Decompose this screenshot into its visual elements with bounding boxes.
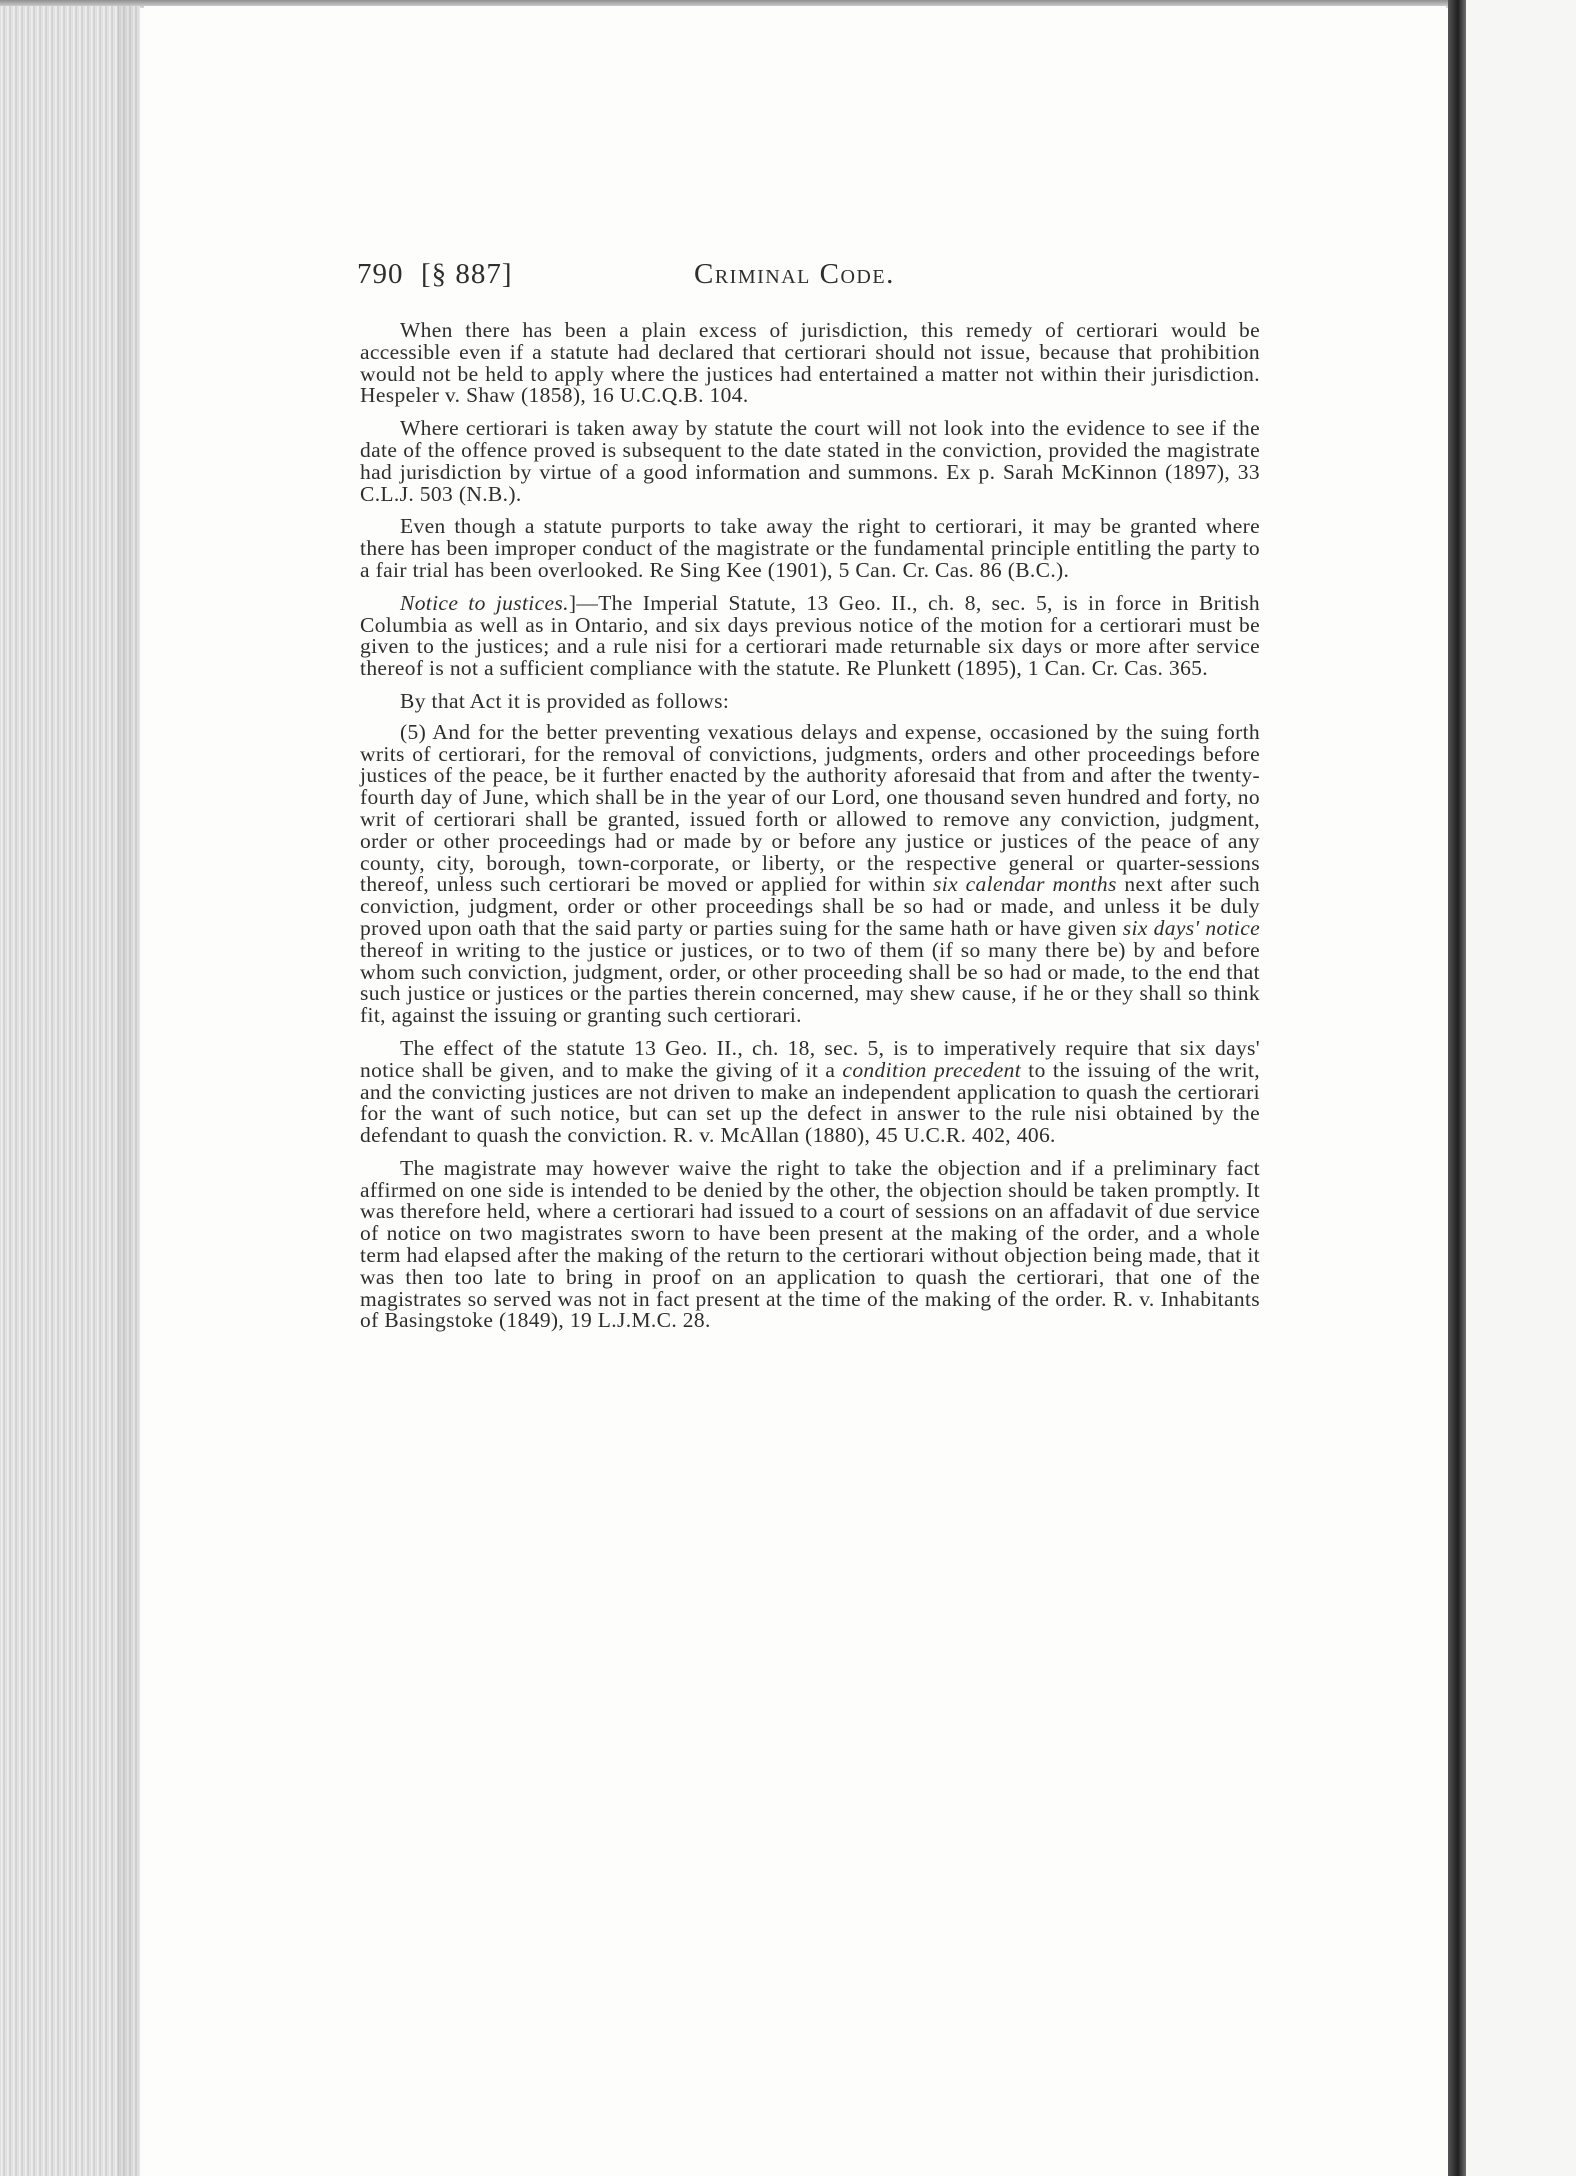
- paragraph-text: thereof in writing to the justice or justices, or to two of them (if so many there be) by and before whom such conviction, judgment, order, or other proceeding shall be so had or made, to the end that such justice or justices or the parties therein concerned, may shew cause, if he or they shall so think fit, against the issuing or granting such certiorari.: [360, 937, 1260, 1028]
- paragraph-statute-quote: [360, 719, 1261, 1028]
- page-number: 790: [357, 258, 404, 290]
- paragraph-text: When there has been a plain excess of jurisdiction, this remedy of certiorari would be accessible even if a statute had declared that certiorari should not issue, because that prohibition would not be held to apply where the justices had entertained a matter not within their jurisdiction. Hespeler v. Shaw (1858), 16 U.C.Q.B. 104.: [360, 318, 1260, 408]
- paragraph-text: The effect of the statute 13 Geo. II., ch. 18, sec. 5, is to imperatively require that six days' notice shall be given, and to make the giving of it a: [360, 1035, 1260, 1082]
- page-edge-shadow: [118, 6, 144, 2176]
- paragraph-text: By that Act it is provided as follows:: [400, 688, 730, 713]
- paragraph-italic: six days' notice: [1122, 915, 1261, 940]
- paragraph-mckinnon: [360, 418, 1260, 505]
- page-body: [360, 320, 1260, 1343]
- paragraph-text: (5) And for the better preventing vexatious delays and expense, occasioned by the suing forth writs of certiorari, for the removal of convictions, judgments, orders and other proceedings before justices of the peace, be it further enacted by the authority aforesaid that from and after the twenty-fourth day of June, which shall be in the year of our Lord, one thousand seven hundred and forty, no writ of certiorari shall be granted, issued forth or allowed to remove any conviction, judgment, order or other proceedings had or made by or before any justice or justices of the peace of any county, city, borough, town-corporate, or liberty, or the respective general or quarter-sessions thereof, unless such certiorari be moved or applied for within: [360, 719, 1260, 897]
- paragraph-text: next after such conviction, judgment, order or other proceedings shall be so had or made, and unless it be duly proved upon oath that the said party or parties suing for the same hath or have given: [360, 872, 1261, 940]
- paragraph-text: Even though a statute purports to take away the right to certiorari, it may be granted where there has been improper conduct of the magistrate or the fundamental principle entitling the party to a fair trial has been overlooked. Re Sing Kee (1901), 5 Can. Cr. Cas. 86 (B.C.).: [360, 514, 1260, 582]
- paragraph-sing-kee: [360, 516, 1260, 581]
- paragraph-text: Where certiorari is taken away by statute the court will not look into the evidence to see if the date of the offence proved is subsequent to the date stated in the conviction, provided the magistrate had jurisdiction by virtue of a good information and summons. Ex p. Sarah McKinnon (1897), 33 C.L.J. 503 (N.B.).: [360, 416, 1260, 506]
- facing-page: [1448, 0, 1576, 2176]
- paragraph-italic: six calendar months: [933, 872, 1117, 897]
- paragraph-mcallan: [360, 1035, 1261, 1148]
- paragraph-lead-italic: Notice to justices.: [400, 590, 569, 615]
- paragraph-notice-to-justices: [360, 590, 1260, 681]
- book-gutter: [1448, 0, 1466, 2176]
- section-reference: [§ 887]: [421, 258, 513, 290]
- paragraph-italic: condition precedent: [842, 1057, 1022, 1082]
- paragraph-text: ]—The Imperial Statute, 13 Geo. II., ch. 8, sec. 5, is in force in British Columbia as well as in Ontario, and six days previous notice of the motion for a certiorari must be given to the justices; and a rule nisi for a certiorari made returnable six days or more after service thereof is not a sufficient compliance with the statute. Re Plunkett (1895), 1 Can. Cr. Cas. 365.: [360, 590, 1260, 681]
- running-title: Criminal Code.: [694, 258, 895, 290]
- paragraph-basingstoke: [360, 1155, 1260, 1333]
- paragraph-text: to the issuing of the writ, and the convicting justices are not driven to make an independent application to quash the certiorari for the want of such notice, but can set up the defect in answer to the rule nisi obtained by the defendant to quash the conviction. R. v. McAllan (1880), 45 U.C.R. 402, 406.: [360, 1057, 1261, 1148]
- paragraph-text: The magistrate may however waive the right to take the objection and if a preliminary fact affirmed on one side is intended to be denied by the other, the objection should be taken promptly. It was therefore held, where a certiorari had issued to a court of sessions on an affadavit of due service of notice on two magistrates sworn to have been present at the making of the order, and a whole term had elapsed after the making of the return to the certiorari without objection being made, that it was then too late to bring in proof on an application to quash the certiorari, that one of the magistrates so served was not in fact present at the time of the making of the order. R. v. Inhabitants of Basingstoke (1849), 19 L.J.M.C. 28.: [360, 1155, 1260, 1333]
- paragraph-act-intro: [360, 688, 1260, 713]
- paragraph-hespeler: [360, 320, 1260, 407]
- running-head: [357, 258, 1257, 298]
